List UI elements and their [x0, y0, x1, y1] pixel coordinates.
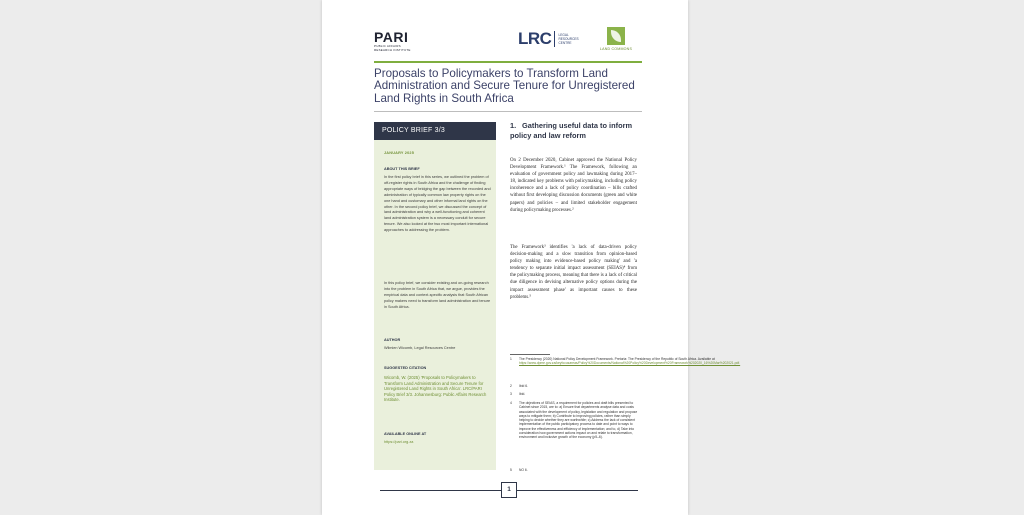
footnote [510, 357, 741, 366]
lrc-logo-mark: LRC [518, 29, 552, 48]
land-commons-logo-text: LAND COMMONS [599, 47, 633, 51]
brief-date: JANUARY 2025 [384, 151, 415, 155]
footnote-text: Ibid 6. [519, 384, 528, 388]
body-paragraph-1: On 2 December 2020, Cabinet approved the National Policy Development Framework.¹ The Framework, following an evaluation of government policy and lawmaking during 2017–18, indicated key problems with policymaking, including policy incoherence and a lack of policy coordination – bills crafted without first developing discussion documents (green and white papers) and policies – and limited stakeholder engagement during policymaking processes.² [510, 158, 637, 213]
footnote-number: 5 [510, 468, 512, 472]
document-page [322, 0, 741, 515]
footnote-text: NO 6. [519, 468, 528, 472]
section-heading-text: Gathering useful data to inform policy and law reform [510, 121, 633, 140]
document-title: Proposals to Policymakers to Transform Land Administration and Secure Tenure for Unregistered Land Rights in South Africa [374, 67, 635, 105]
citation-heading: SUGGESTED CITATION [384, 366, 427, 370]
footnote [510, 392, 640, 396]
page-number-rule-left [380, 490, 501, 491]
online-link[interactable]: https://pari.org.za [384, 440, 414, 444]
about-heading: ABOUT THIS BRIEF [384, 167, 420, 171]
footnote-number: 1 [510, 357, 512, 361]
policy-brief-banner: POLICY BRIEF 3/3 [374, 122, 496, 140]
page-number: 1 [501, 482, 517, 498]
footnote-number: 3 [510, 392, 512, 396]
page-number-rule-right [517, 490, 638, 491]
footnote-text: Ibid. [519, 392, 526, 396]
section-heading [510, 121, 640, 140]
section-number: 1. [510, 121, 517, 130]
footnote-text [519, 357, 740, 366]
footnote-number: 2 [510, 384, 512, 388]
footnote-number: 4 [510, 401, 512, 405]
body-paragraph-2: The Framework³ identifies 'a lack of data-driven policy decision-making and a slow transition from opinion-based policy making into evidence-based policy making' and 'a tendency to separate initial impact assessment (SEIAS)⁴ from the policymaking process, meaning that there is a lack of critical due diligence in devising alternative policy options during the impact assessment phase' as important causes to these problems.⁵ [510, 245, 637, 300]
about-paragraph-1: In the first policy brief in this series, we outlined the problem of off-register rights in South Africa and the challenge of finding appropriate ways of bridging the gap between the recorded and administration of typically common law property rights on the one hand and customary and other informal land rights on the other. In the second policy brief, we discussed the concept of land administration and why a well-functioning and coherent land administration system is a necessary conduit for secure tenure. We also looked at the two most important international approaches to addressing the problem. [384, 175, 491, 233]
author-name: Wilmien Wicomb, Legal Resources Centre [384, 346, 456, 350]
lrc-logo-divider [554, 31, 555, 47]
suggested-citation: Wicomb, W. (2025) 'Proposals to Policymakers to Transform Land Administration and Secure Tenure for Unregistered Land Rights in South Africa'. LRC/PARI Policy Brief 3/3. Johannesburg: Public Affairs Research Institute. [384, 375, 487, 403]
lrc-logo [518, 29, 582, 49]
footnote [510, 468, 640, 472]
land-commons-logo [598, 27, 634, 51]
pari-logo-subtitle: PUBLIC AFFAIRS RESEARCH INSTITUTE [374, 44, 411, 52]
footnote-link[interactable]: https://www.dpme.gov.za/keyfocusareas/Policy%20Documents/National%20Policy%20Development%20Framework%202020_16%20Mar%202021.pdf. [519, 361, 741, 366]
footnote-text: The objectives of SEIAS, a requirement for policies and draft bills presented to Cabinet since 2015, are to: a) Ensure that departments analyse data and costs associated with the development of policy, legislation and regulation and propose ways to mitigate them; b) Contribute to improving policies, rather than simply helping to decide whether they are worthwhile; c) Address the lack of consistent implementation of the public participatory process to date and point to ways to improve the effectiveness and efficiency of implementation; and to, d) Take into consideration how government actions impact on and relate to transformation, environment and inclusive growth of the economy (p5–6). [519, 401, 638, 440]
leaf-icon [607, 27, 625, 45]
title-rule-top [374, 61, 642, 63]
footnote-rule [510, 354, 550, 355]
online-heading: AVAILABLE ONLINE AT [384, 432, 427, 436]
footnote [510, 384, 640, 388]
footnote [510, 401, 640, 440]
title-rule-bottom [374, 111, 642, 112]
author-heading: AUTHOR [384, 338, 401, 342]
pari-logo [374, 30, 414, 52]
about-paragraph-2: In this policy brief, we consider existing and on-going research into the problem in South Africa that, we argue, provides the empirical data and context-specific analysis that South African policy makers need to transform land administration and tenure in South Africa. [384, 281, 491, 309]
footnote-body: The Presidency (2020) National Policy Development Framework. Pretoria: The Presidency of the Republic of South Africa. Available at [519, 357, 715, 361]
pari-logo-mark: PARI [374, 29, 409, 45]
lrc-logo-subtitle: LEGAL RESOURCES CENTRE [558, 33, 579, 45]
